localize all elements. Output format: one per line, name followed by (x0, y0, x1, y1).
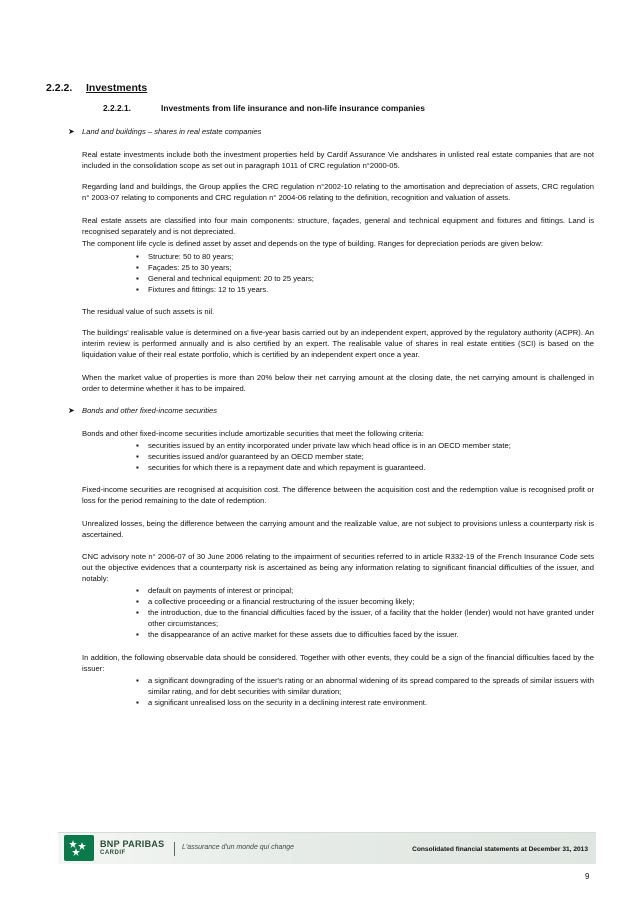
real-estate-paragraph-6: When the market value of properties is more than 20% below their net carrying amount at the closing date, the net carrying amount is challenged in order to determine whether it has to be impaired. (82, 373, 594, 394)
section-title: Investments (86, 82, 148, 94)
list-item: ▪ securities issued and/or guaranteed by an OECD member state; (136, 451, 594, 462)
brand-sub: CARDIF (100, 850, 126, 856)
evidences-list (136, 585, 594, 640)
footer-statement: Consolidated financial statements at December 31, 2013 (412, 846, 588, 853)
list-item: ▪ the introduction, due to the financial difficulties faced by the issuer, of a facility that the holder (lender) would not have granted under other circumstances; (136, 607, 594, 629)
list-item: ▪ the disappearance of an active market for these assets due to difficulties faced by the issuer. (136, 629, 594, 640)
list-item: ▪ a significant unrealised loss on the security in a declining interest rate environment. (136, 697, 594, 708)
bonds-paragraph-1: Bonds and other fixed-income securities include amortizable securities that meet the following criteria: (82, 429, 424, 438)
real-estate-heading: ➤ Land and buildings – shares in real estate companies (68, 127, 262, 136)
observables-list (136, 675, 594, 708)
list-item: ▪ securities issued by an entity incorporated under private law which head office is in an OECD member state; (136, 440, 594, 451)
real-estate-paragraph-1: Real estate investments include both the investment properties held by Cardif Assurance Vie andshares in unlisted real estate companies that are not included in the consolidation scope as set out in paragraph 1011 of CRC regulation n°2000-05. (82, 150, 594, 171)
bonds-paragraph-5: In addition, the following observable data should be considered. Together with other events, they could be a sign of the financial difficulties faced by the issuer: (82, 653, 594, 674)
list-item: ▪ Façades: 25 to 30 years; (136, 262, 594, 273)
real-estate-paragraph-2: Regarding land and buildings, the Group applies the CRC regulation n°2002-10 relating to the amortisation and depreciation of assets, CRC regulation n° 2003-07 relating to components and CRC regulation n° 2004-06 relating to the definition, recognition and valuation of assets. (82, 182, 594, 203)
subsection-heading (103, 103, 425, 113)
page-number: 9 (585, 872, 590, 881)
real-estate-paragraph-3: Real estate assets are classified into four main components: structure, façades, general and technical equipment and fixtures and fittings. Land is recognised separately and is not depreciated. (82, 216, 594, 237)
list-item: ▪ default on payments of interest or principal; (136, 585, 594, 596)
bonds-heading: ➤ Bonds and other fixed-income securities (68, 406, 218, 415)
arrow-bullet-icon: ➤ (68, 127, 75, 136)
components-list (136, 251, 594, 295)
subsection-title: Investments from life insurance and non-life insurance companies (161, 103, 425, 113)
criteria-list (136, 440, 594, 473)
brand-name: BNP PARIBAS (100, 839, 165, 849)
list-item: ▪ Structure: 50 to 80 years; (136, 251, 594, 262)
brand-tagline: L'assurance d'un monde qui change (182, 844, 295, 851)
real-estate-paragraph-5: The buildings' realisable value is determined on a five-year basis carried out by an independent expert, approved by the regulatory authority (ACPR). An interim review is performed annually and is also certified by an expert. The realisable value of shares in real estate entities (SCI) is based on the liquidation value of their real estate portfolio, which is certified by an independent expert once a year. (82, 328, 594, 360)
bonds-paragraph-3: Unrealized losses, being the difference between the carrying amount and the realizable value, are not subject to provisions unless a counterparty risk is ascertained. (82, 519, 594, 540)
list-item: ▪ General and technical equipment: 20 to 25 years; (136, 273, 594, 284)
bonds-paragraph-2: Fixed-income securities are recognised at acquisition cost. The difference between the acquisition cost and the redemption value is recognised profit or loss for the period remaining to the date of redemption. (82, 485, 594, 506)
real-estate-paragraph-3b: The component life cycle is defined asset by asset and depends on the type of building. Ranges for depreciation periods are given below: (82, 239, 543, 248)
page-footer (58, 832, 596, 864)
list-item: ▪ securities for which there is a repayment date and which repayment is guaranteed. (136, 462, 594, 473)
arrow-bullet-icon: ➤ (68, 406, 75, 415)
footer-separator (174, 842, 175, 856)
list-item: ▪ a collective proceeding or a financial restructuring of the issuer becoming likely; (136, 596, 594, 607)
list-item: ▪ Fixtures and fittings: 12 to 15 years. (136, 284, 594, 295)
list-item: ▪ a significant downgrading of the issuer's rating or an abnormal widening of its spread compared to the spreads of similar issuers with similar rating, and for debt securities with similar duration; (136, 675, 594, 697)
bnp-stars-logo-icon (64, 835, 94, 861)
real-estate-paragraph-4: The residual value of such assets is nil. (82, 307, 215, 316)
bonds-paragraph-4: CNC advisory note n° 2006-07 of 30 June 2006 relating to the impairment of securities referred to in article R332-19 of the French Insurance Code sets out the objective evidences that a counterparty risk is ascertained as being any information relating to significant financial difficulties of the issuer, and notably: (82, 552, 594, 584)
subsection-number: 2.2.2.1. (103, 103, 131, 113)
section-heading (46, 82, 147, 94)
section-number: 2.2.2. (46, 82, 73, 94)
